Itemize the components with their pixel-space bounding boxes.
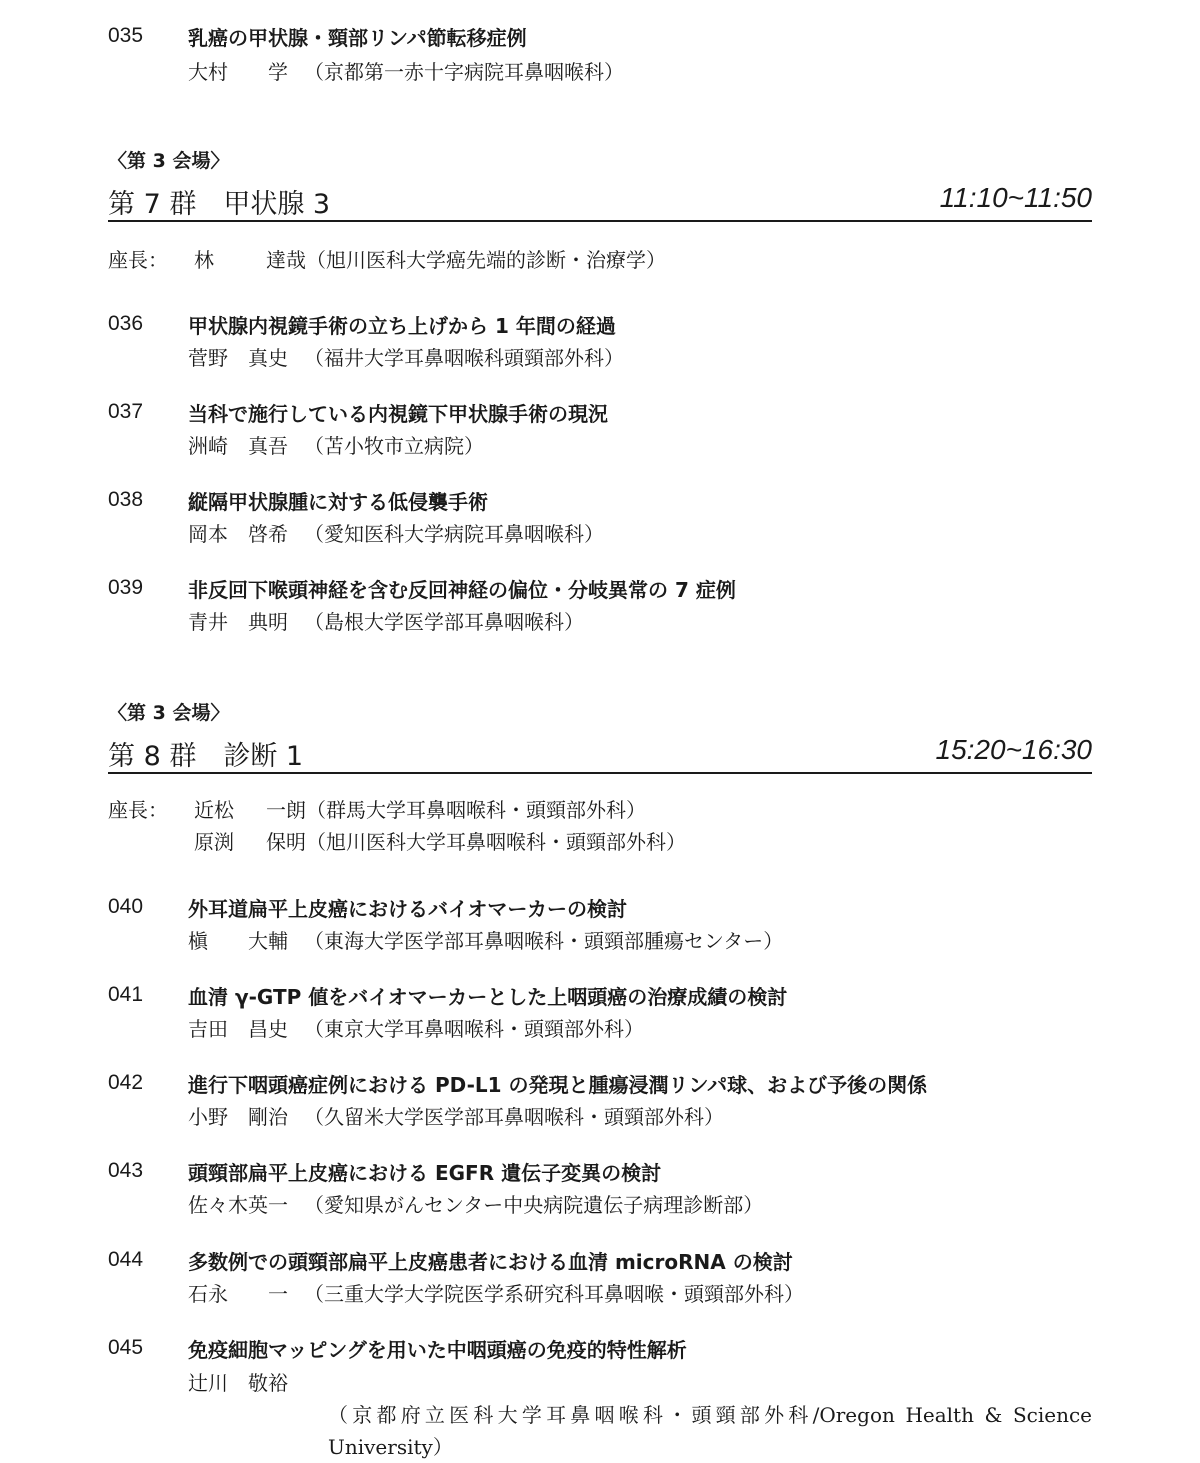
entry-author bbox=[188, 925, 1092, 957]
author-affiliation: （久留米大学医学部耳鼻咽喉科・頭頸部外科） bbox=[304, 1105, 724, 1129]
entry-number: 039 bbox=[108, 576, 144, 599]
author-name: 菅野 真史 bbox=[188, 346, 288, 370]
session-time: 15:20~16:30 bbox=[935, 734, 1092, 765]
session-venue: 〈第 3 会場〉 bbox=[108, 150, 230, 172]
entry-title: 当科で施行している内視鏡下甲状腺手術の現況 bbox=[188, 402, 608, 426]
chair-name: 林 bbox=[194, 248, 254, 272]
entry-number: 036 bbox=[108, 312, 144, 335]
author-name: 小野 剛治 bbox=[188, 1105, 288, 1129]
entry-number: 044 bbox=[108, 1248, 144, 1271]
author-name: 槇 大輔 bbox=[188, 929, 288, 953]
entry-author bbox=[188, 1101, 1092, 1133]
author-name: 吉田 昌史 bbox=[188, 1017, 288, 1041]
author-name: 大村 学 bbox=[188, 60, 288, 84]
entry-title: 免疫細胞マッピングを用いた中咽頭癌の免疫的特性解析 bbox=[188, 1338, 687, 1362]
author-name: 石永 一 bbox=[188, 1282, 288, 1306]
program-entry bbox=[108, 1246, 1092, 1316]
session-time: 11:10~11:50 bbox=[939, 182, 1092, 213]
entry-title: 外耳道扁平上皮癌におけるバイオマーカーの検討 bbox=[188, 897, 627, 921]
chair-label: 座長： bbox=[108, 248, 168, 272]
chair-affiliation: 保明（旭川医科大学耳鼻咽喉科・頭頸部外科） bbox=[266, 830, 686, 854]
author-affiliation: （東京大学耳鼻咽喉科・頭頸部外科） bbox=[304, 1017, 644, 1041]
entry-number: 040 bbox=[108, 895, 144, 918]
session-header bbox=[108, 180, 1092, 222]
session-venue: 〈第 3 会場〉 bbox=[108, 702, 230, 724]
entry-author bbox=[188, 606, 1092, 638]
entry-title: 甲状腺内視鏡手術の立ち上げから 1 年間の経過 bbox=[188, 314, 616, 338]
program-entry bbox=[108, 1069, 1092, 1139]
entry-author bbox=[188, 1189, 1092, 1221]
entry-number: 035 bbox=[108, 24, 144, 47]
entry-author bbox=[188, 1367, 1092, 1463]
entry-title: 血清 γ-GTP 値をバイオマーカーとした上咽頭癌の治療成績の検討 bbox=[188, 985, 788, 1009]
program-entry bbox=[108, 398, 1092, 468]
author-name: 青井 典明 bbox=[188, 610, 288, 634]
entry-author bbox=[188, 1013, 1092, 1045]
author-affiliation: （苫小牧市立病院） bbox=[304, 434, 484, 458]
author-name: 辻川 敬裕 bbox=[188, 1371, 288, 1395]
entry-number: 041 bbox=[108, 983, 144, 1006]
session-title: 第 7 群 甲状腺 3 bbox=[108, 189, 331, 220]
entry-number: 042 bbox=[108, 1071, 144, 1094]
author-affiliation: （東海大学医学部耳鼻咽喉科・頭頸部腫瘍センター） bbox=[304, 929, 784, 953]
entry-title: 乳癌の甲状腺・頸部リンパ節転移症例 bbox=[188, 26, 527, 50]
program-entry bbox=[108, 22, 1092, 92]
entry-author bbox=[188, 342, 1092, 374]
author-affiliation: （福井大学耳鼻咽喉科頭頸部外科） bbox=[304, 346, 624, 370]
author-affiliation: （愛知県がんセンター中央病院遺伝子病理診断部） bbox=[304, 1193, 764, 1217]
program-entry bbox=[108, 893, 1092, 963]
chair-label: 座長： bbox=[108, 798, 168, 822]
entry-title: 頭頸部扁平上皮癌における EGFR 遺伝子変異の検討 bbox=[188, 1161, 662, 1185]
program-entry bbox=[108, 486, 1092, 556]
entry-title: 多数例での頭頸部扁平上皮癌患者における血清 microRNA の検討 bbox=[188, 1250, 793, 1274]
chair-person bbox=[194, 244, 666, 273]
author-affiliation: （京都第一赤十字病院耳鼻咽喉科） bbox=[304, 60, 624, 84]
entry-number: 043 bbox=[108, 1159, 144, 1182]
author-affiliation: （三重大学大学院医学系研究科耳鼻咽喉・頭頸部外科） bbox=[304, 1282, 804, 1306]
session-title: 第 8 群 診断 1 bbox=[108, 741, 304, 772]
program-entry bbox=[108, 1157, 1092, 1227]
entry-number: 038 bbox=[108, 488, 144, 511]
program-entry bbox=[108, 1334, 1092, 1459]
entry-author bbox=[188, 518, 1092, 550]
author-affiliation: （京都府立医科大学耳鼻咽喉科・頭頸部外科/Oregon Health & Science University） bbox=[328, 1403, 1092, 1459]
chair-person bbox=[194, 794, 646, 823]
chair-person bbox=[194, 826, 686, 855]
entry-author bbox=[188, 1278, 1092, 1310]
entry-author bbox=[188, 430, 1092, 462]
program-entry bbox=[108, 981, 1092, 1051]
chair-name: 近松 bbox=[194, 798, 234, 822]
author-affiliation: （愛知医科大学病院耳鼻咽喉科） bbox=[304, 522, 604, 546]
author-affiliation: （島根大学医学部耳鼻咽喉科） bbox=[304, 610, 584, 634]
entry-number: 037 bbox=[108, 400, 144, 423]
entry-title: 非反回下喉頭神経を含む反回神経の偏位・分岐異常の 7 症例 bbox=[188, 578, 736, 602]
chair-name: 原渕 bbox=[194, 830, 234, 854]
entry-author bbox=[188, 56, 1092, 88]
entry-number: 045 bbox=[108, 1336, 144, 1359]
session-header bbox=[108, 732, 1092, 774]
program-entry bbox=[108, 310, 1092, 380]
author-name: 岡本 啓希 bbox=[188, 522, 288, 546]
entry-title: 縦隔甲状腺腫に対する低侵襲手術 bbox=[188, 490, 488, 514]
program-entry bbox=[108, 574, 1092, 644]
author-name: 佐々木英一 bbox=[188, 1193, 288, 1217]
entry-title: 進行下咽頭癌症例における PD-L1 の発現と腫瘍浸潤リンパ球、および予後の関係 bbox=[188, 1073, 928, 1097]
chair-affiliation: 達哉（旭川医科大学癌先端的診断・治療学） bbox=[266, 248, 666, 272]
author-name: 洲崎 真吾 bbox=[188, 434, 288, 458]
chair-affiliation: 一朗（群馬大学耳鼻咽喉科・頭頸部外科） bbox=[266, 798, 646, 822]
